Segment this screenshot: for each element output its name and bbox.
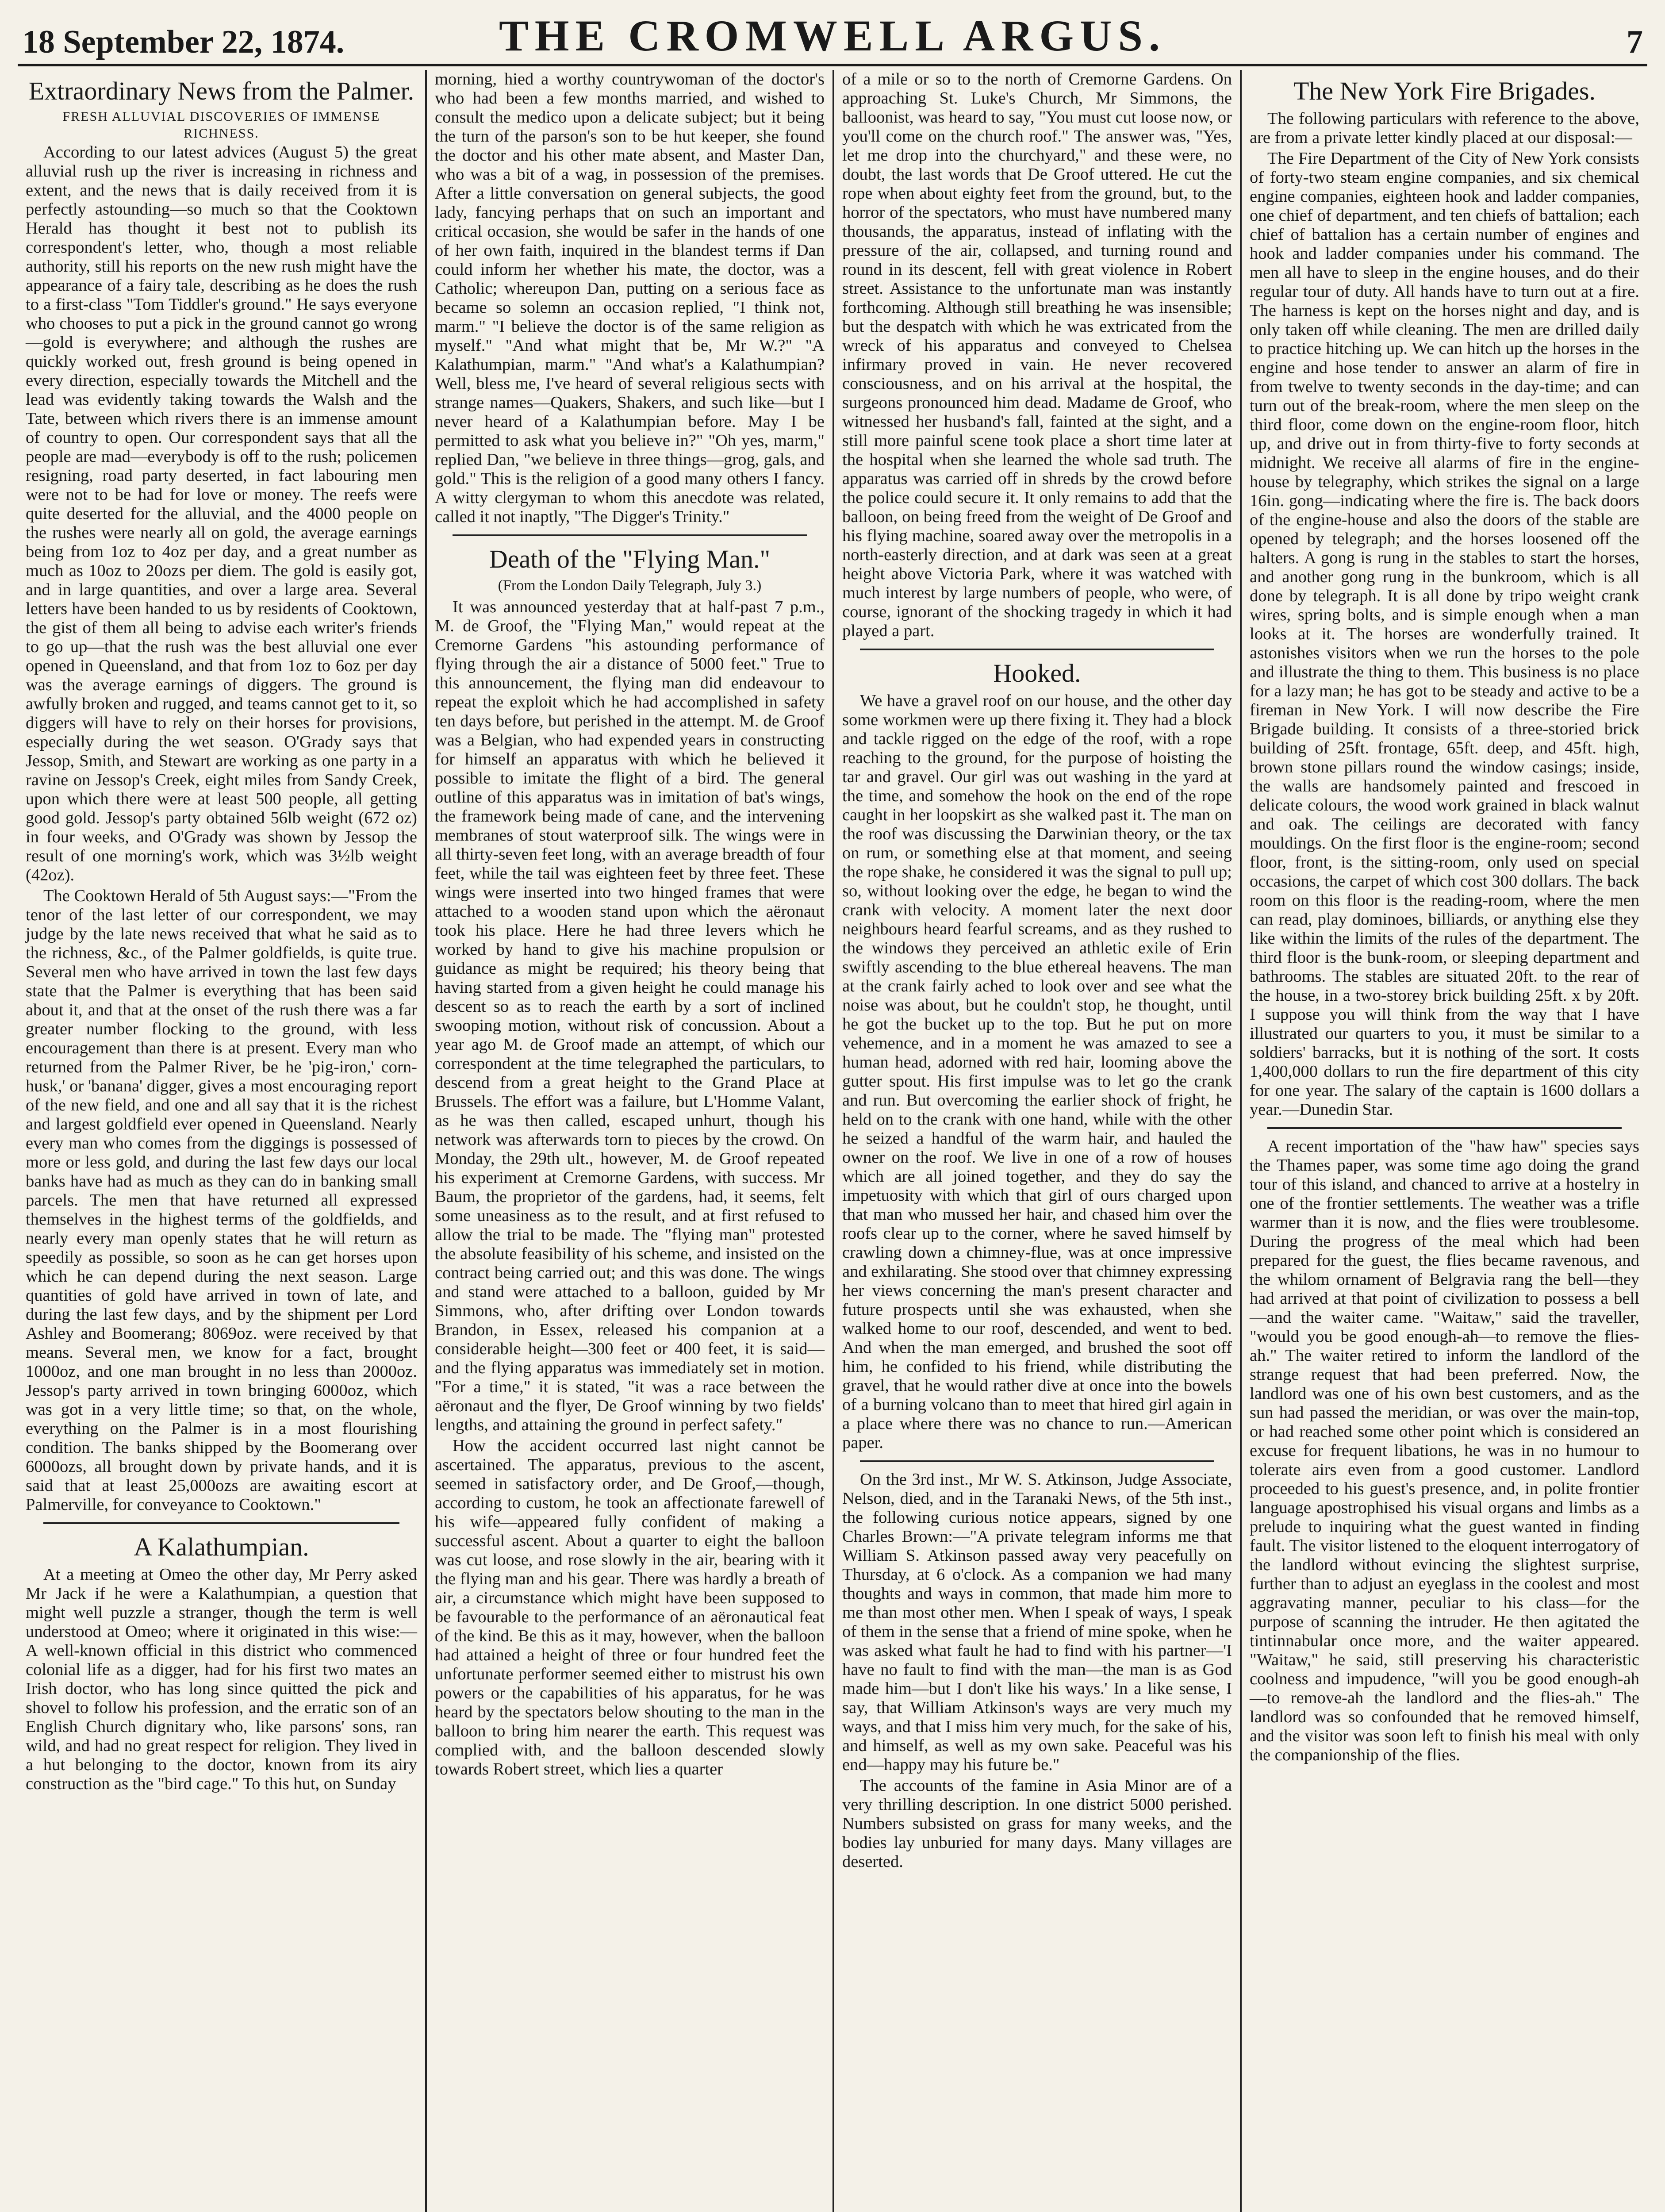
- newspaper-title: THE CROMWELL ARGUS.: [499, 11, 1166, 60]
- article-subhead: RICHNESS.: [184, 126, 259, 141]
- column-3: [832, 70, 1240, 2212]
- columns: [18, 70, 1647, 2212]
- section-divider: [860, 1460, 1214, 1462]
- issue-date: 18 September 22, 1874.: [22, 24, 345, 60]
- article-paragraph: The following particulars with reference to the above, are from a private letter kindly placed at our disposal:—: [1250, 109, 1639, 147]
- section-divider: [860, 649, 1214, 650]
- article-headline: The New York Fire Brigades.: [1293, 77, 1596, 105]
- column-2: [425, 70, 832, 2212]
- article-headline: Death of the "Flying Man.": [489, 545, 771, 573]
- column-1: [18, 70, 425, 2212]
- article-headline: Hooked.: [993, 659, 1081, 687]
- article-paragraph: We have a gravel roof on our house, and the other day some workmen were up there fixing it. They had a block and tackle rigged on the edge of the roof, with a rope reaching to the ground, for the purpose of hoisting the tar and gravel. Our girl was out washing in the yard at the time, and somehow the hook on the end of the rope caught in her loopskirt as she walked past it. The man on the roof was discussing the Darwinian theory, or the tax on rum, or something else at that moment, and seeing the rope shake, he considered it was the signal to pull up; so, without looking over the edge, he began to wind the crank with velocity. A moment later the next door neighbours heard fearful screams, and as they rushed to the windows they perceived an athletic exile of Erin swiftly ascending to the blue ethereal heavens. The man at the crank fairly ached to look over and see what the noise was about, but he couldn't stop, he thought, until he got the bucket up to the top. But he put on more vehemence, and in a moment he was amazed to see a human head, adorned with red hair, looming above the gutter spout. His first impulse was to let go the crank and run. But overcoming the earlier shock of fright, he held on to the crank with one hand, while with the other he seized a handful of the warm hair, and hauled the owner on the roof. We live in one of a row of houses which are all joined together, and they do say the impetuosity with which that girl of ours charged upon that man who mussed her hair, and chased him over the roofs clear up to the corner, where he saved himself by crawling down a chimney-flue, was at once impressive and exhilarating. She stood over that chimney expressing her views concerning the man's present character and future prospects until she was exhausted, when she walked home to our roof, descended, and went to bed. And when the man emerged, and brushed the soot off him, he confided to his friend, while distributing the gravel, that he would rather dive at once into the bowels of a burning volcano than to meet that hired girl again in a place where there was no chance to run.—American paper.: [842, 691, 1232, 1452]
- article-paragraph: It was announced yesterday that at half-past 7 p.m., M. de Groof, the "Flying Man," would repeat at the Cremorne Gardens "his astounding performance of flying through the air a distance of 5000 feet." True to this announcement, the flying man did endeavour to repeat the exploit which he had accomplished in safety ten days before, but perished in the attempt. M. de Groof was a Belgian, who had expended years in constructing for himself an apparatus with which he believed it possible to imitate the flight of a bird. The general outline of this apparatus was in imitation of bat's wings, the framework being made of cane, and the intervening membranes of stout waterproof silk. The wings were in all thirty-seven feet long, with an average breadth of four feet, while the tail was eighteen feet by three feet. These wings were inserted into two hinged frames that were attached to a wooden stand upon which the aëronaut took his place. Here he had three levers which he worked by hand to give his machine propulsion or guidance as might be required; his theory being that having started from a given height he could manage his descent so as to reach the earth by a sort of inclined swooping motion, without risk of concussion. About a year ago M. de Groof made an attempt, of which our correspondent at the time telegraphed the particulars, to descend from a great height to the Grand Place at Brussels. The effort was a failure, but L'Homme Valant, as he was then called, escaped unhurt, though his network was afterwards torn to pieces by the crowd. On Monday, the 29th ult., however, M. de Groof repeated his experiment at Cremorne Gardens, with success. Mr Baum, the proprietor of the gardens, had, it seems, felt some uneasiness as to the result, and at first refused to allow the trial to be made. The "flying man" protested the absolute feasibility of his scheme, and insisted on the contract being carried out; and this was done. The wings and stand were attached to a balloon, guided by Mr Simmons, who, after drifting over London towards Brandon, in Essex, released his companion at a considerable height—300 feet or 400 feet, it is said—and the flying apparatus was immediately set in motion. "For a time," it is stated, "it was a race between the aëronaut and the flyer, De Groof winning by two fields' lengths, and attaining the ground in perfect safety.": [435, 598, 825, 1434]
- article-paragraph: The Fire Department of the City of New York consists of forty-two steam engine companies, and six chemical engine companies, eighteen hook and ladder companies, one chief of department, and ten chiefs of battalion; each chief of battalion has a certain number of engines and hook and ladder companies under his command. The men all have to sleep in the engine houses, and do their regular tour of duty. All hands have to turn out at a fire. The harness is kept on the horses night and day, and is only taken off while cleaning. The men are drilled daily to practice hitching up. We can hitch up the horses in the engine and hose tender to answer an alarm of fire in from twelve to twenty seconds in the day-time; and can turn out of the break-room, where the men sleep on the third floor, come down on the engine-room floor, hitch up, and drive out in from thirty-five to forty seconds at midnight. We receive all alarms of fire in the engine-house by telegraphy, which strikes the signal on a large 16in. gong—indicating where the fire is. The back doors of the engine-house and also the doors of the stable are opened by telegraph; and the horses loosened off the halters. A gong is rung in the stables to start the horses, and another gong rung in the bunkroom, which is all done by telegraph. It is all done by tripo weight crank wires, spring bolts, and is simple enough when a man looks at it. The horses are wonderfully trained. It astonishes visitors when we run the horses to the pole and illustrate the thing to them. This business is no place for a lazy man; he has got to be steady and active to be a fireman in New York. I will now describe the Fire Brigade building. It consists of a three-storied brick building of 25ft. frontage, 65ft. deep, and 45ft. high, brown stone pillars round the window casings; inside, the walls are handsomely painted and frescoed in delicate colours, the wood work grained in black walnut and oak. The ceilings are decorated with fancy mouldings. On the first floor is the engine-room; second floor, front, is the sitting-room, only used on special occasions, the carpet of which cost 300 dollars. The back room on this floor is the reading-room, where the men can read, play dominoes, billiards, or anything else they like within the limits of the rules of the department. The third floor is the bunk-room, or sleeping department and bathrooms. The stables are situated 20ft. to the rear of the house, in a two-storey brick building 25ft. x by 20ft. I suppose you will think from the way that I have illustrated our quarters to you, it must be similar to a soldiers' barracks, but it is nothing of the sort. It costs 1,400,000 dollars to run the fire department of this city for one year. The salary of the captain is 1600 dollars a year.—Dunedin Star.: [1250, 149, 1639, 1119]
- article-headline: Extraordinary News from the Palmer.: [28, 77, 414, 105]
- article-paragraph: At a meeting at Omeo the other day, Mr Perry asked Mr Jack if he were a Kalathumpian, a question that might well puzzle a stranger, though the term is well understood at Omeo; where it originated in this wise:—A well-known official in this district who commenced colonial life as a digger, had for his first two mates an Irish doctor, who has long since quitted the pick and shovel to follow his profession, and the erratic son of an English Church dignitary who, like parsons' sons, ran wild, and had no great respect for religion. They lived in a hut belonging to the doctor, known from its airy construction as the "bird cage." To this hut, on Sunday: [26, 1565, 417, 1793]
- article-paragraph: According to our latest advices (August 5) the great alluvial rush up the river is increasing in richness and extent, and the news that is daily received from it is perfectly astounding—so much so that the Cooktown Herald has thought it best not to publish its correspondent's letter, who, though a most reliable authority, still his reports on the new rush might have the appearance of a fairy tale, describing as he does the rush to a first-class "Tom Tiddler's ground." He says everyone who chooses to put a pick in the ground cannot go wrong—gold is everywhere; and although the rushes are quickly worked out, fresh ground is being opened in every direction, especially towards the Mitchell and the lead was evidently taking towards the Walsh and the Tate, between which rivers there is an immense amount of country to open. Our correspondent says that all the people are mad—everybody is off to the rush; policemen resigning, road party deserted, in fact labouring men were not to be had for love or money. The reefs were quite deserted for the alluvial, and the 4000 people on the rushes were nearly all on gold, the average earnings being from 1oz to 4oz per day, and a great number as much as 10oz to 20ozs per diem. The gold is easily got, and in large quantities, and over a large area. Several letters have been handed to us by residents of Cooktown, the gist of them all being to advise each writer's friends to go up—that the rush was the best alluvial one ever opened in Queensland, and that from 1oz to 6oz per day was the average earnings of diggers. The ground is awfully broken and rugged, and teams cannot get to it, so diggers will have to rely on their horses for provisions, especially during the wet season. O'Grady says that Jessop, Smith, and Stewart are working as one party in a ravine on Jessop's Creek, eight miles from Sandy Creek, upon which there were at least 500 people, all getting good gold. Jessop's party obtained 56lb weight (672 oz) in four weeks, and O'Grady was shown by Jessop the result of one morning's work, which was 3½lb weight (42oz).: [26, 143, 417, 884]
- article-subhead: FRESH ALLUVIAL DISCOVERIES OF IMMENSE: [62, 109, 380, 124]
- article-source: (From the London Daily Telegraph, July 3.): [498, 577, 762, 594]
- article-paragraph: of a mile or so to the north of Cremorne Gardens. On approaching St. Luke's Church, Mr Simmons, the balloonist, was heard to say, "You must cut loose now, or you'll come on the church roof." The answer was, "Yes, let me drop into the churchyard," and these were, no doubt, the last words that De Groof uttered. He cut the rope when about eighty feet from the ground, but, to the horror of the spectators, who must have numbered many thousands, the apparatus, instead of inflating with the pressure of the air, collapsed, and turning round and round in its descent, fell with great violence in Robert street. Assistance to the unfortunate man was instantly forthcoming. Although still breathing he was insensible; but the despatch with which he was extricated from the wreck of his apparatus and conveyed to Chelsea infirmary proved in vain. He never recovered consciousness, and on his arrival at the hospital, the surgeons pronounced him dead. Madame de Groof, who witnessed her husband's fall, fainted at the sight, and a still more painful scene took place a short time later at the hospital when she learned the whole sad truth. The apparatus was carried off in shreds by the crowd before the police could secure it. It only remains to add that the balloon, on being freed from the weight of De Groof and his flying machine, soared away over the metropolis in a north-easterly direction, and at dark was seen at a great height above Victoria Park, where it was watched with much interest by large numbers of people, who were, of course, ignorant of the shocking tragedy in which it had played a part.: [842, 70, 1232, 640]
- article-headline: A Kalathumpian.: [134, 1532, 309, 1561]
- column-4: [1240, 70, 1647, 2212]
- article-paragraph: morning, hied a worthy countrywoman of the doctor's who had been a few months married, and wished to consult the medico upon a delicate subject; but it being the turn of the parson's son to be hut keeper, she found the doctor and his other mate absent, and Master Dan, who was a bit of a wag, in possession of the premises. After a little conversation on general subjects, the good lady, fancying perhaps that on such an important and critical occasion, she would be safer in the hands of one of her own faith, inquired in the blandest terms if Dan could inform her whether his mate, the doctor, was a Catholic; whereupon Dan, putting on a serious face as became so solemn an occasion replied, "I think not, marm." "I believe the doctor is of the same religion as myself." "And what might that be, Mr W.?" "A Kalathumpian, marm." "And what's a Kalathumpian? Well, bless me, I've heard of several religious sects with strange names—Quakers, Shakers, and such like—but I never heard of a Kalathumpian before. May I be permitted to ask what you believe in?" "Oh yes, marm," replied Dan, "we believe in three things—grog, gals, and gold." This is the religion of a good many others I fancy. A witty clergyman to whom this anecdote was related, called it not inaptly, "The Digger's Trinity.": [435, 70, 825, 526]
- section-divider: [43, 1522, 399, 1524]
- section-divider: [453, 534, 807, 536]
- article-paragraph: On the 3rd inst., Mr W. S. Atkinson, Judge Associate, Nelson, died, and in the Taranaki News, of the 5th inst., the following curious notice appears, signed by one Charles Brown:—"A private telegram informs me that William S. Atkinson passed away very peacefully on Thursday, at 6 o'clock. As a companion we had many thoughts and ways in common, that made him more to me than most other men. When I speak of ways, I speak of them in the sense that a friend of mine spoke, when he was asked what fault he had to find with his partner—'I have no fault to find with the man—the man is as God made him—but I don't like his ways.' In a like sense, I say, that William Atkinson's ways are very much my ways, and that I miss him very much, for the sake of his, and himself, as well as my own sake. Peaceful was his end—happy may his future be.": [842, 1470, 1232, 1774]
- article-paragraph: A recent importation of the "haw haw" species says the Thames paper, was some time ago doing the grand tour of this island, and chanced to arrive at a hostelry in one of the frontier settlements. The weather was a trifle warmer than it is now, and the flies were troublesome. During the progress of the meal which had been prepared for the guest, the flies became ravenous, and the whilom ornament of Belgravia rang the bell—they had arrived at that point of civilization to possess a bell—and the waiter came. "Waitaw," said the traveller, "would you be good enough-ah—to remove the flies-ah." The waiter retired to inform the landlord of the strange request that had been preferred. Now, the landlord was one of his own best customers, and as the sun had passed the meridian, or was over the main-top, or had reached some other point which is considered an excuse for frequent libations, he was in no humour to tolerate airs even from a good customer. Landlord proceeded to his guest's presence, and, in polite frontier language apostrophised his visual organs and limbs as a prelude to inquiring what the guest wanted in finding fault. The visitor listened to the eloquent interrogatory of the landlord without evincing the slightest surprise, further than to adjust an eyeglass in the coolest and most aggravating manner, peculiar to his class—for the purpose of scanning the intruder. He then agitated the tintinnabular once more, and the waiter appeared. "Waitaw," he said, still preserving his characteristic coolness and impudence, "will you be good enough-ah—to remove-ah the landlord and the flies-ah." The landlord was so confounded that he removed himself, and the visitor was soon left to finish his meal with only the companionship of the flies.: [1250, 1137, 1639, 1764]
- page-number: 7: [1627, 24, 1643, 60]
- article-paragraph: How the accident occurred last night cannot be ascertained. The apparatus, previous to the ascent, seemed in satisfactory order, and De Groof,—though, according to custom, he took an affectionate farewell of his wife—appeared fully confident of making a successful ascent. About a quarter to eight the balloon was cut loose, and rose slowly in the air, bearing with it the flying man and his gear. There was hardly a breath of air, a circumstance which might have been supposed to be favourable to the performance of an aëronautical feat of the kind. Be this as it may, however, when the balloon had attained a height of three or four hundred feet the unfortunate performer seemed either to mistrust his own powers or the capabilities of his apparatus, for he was heard by the spectators below shouting to the man in the balloon to bring him nearer the earth. This request was complied with, and the balloon descended slowly towards Robert street, which lies a quarter: [435, 1436, 825, 1778]
- article-paragraph: The Cooktown Herald of 5th August says:—"From the tenor of the last letter of our correspondent, we may judge by the late news received that what he said as to the richness, &c., of the Palmer goldfields, is quite true. Several men who have arrived in town the last few days state that the Palmer is everything that has been said about it, and that at the onset of the rush there was a far greater number flocking to the ground, with less encouragement than there is at present. Every man who returned from the Palmer River, be he 'pig-iron,' corn-husk,' or 'banana' digger, gives a most encouraging report of the new field, and one and all say that it is the richest and largest goldfield ever opened in Queensland. Nearly every man who comes from the diggings is possessed of more or less gold, and during the last few days our local banks have had as much as they can do in banking small parcels. The men that have returned all expressed themselves in the highest terms of the goldfields, and nearly every man openly states that he will return as speedily as possible, so soon as he can get horses upon which he can depend during the next season. Large quantities of gold have arrived in town of late, and during the last few days, and by the shipment per Lord Ashley and Boomerang; 8069oz. were received by that means. Several men, we know for a fact, brought 1000oz, and one man brought in no less than 2000oz. Jessop's party arrived in town bringing 6000oz, which was got in a very little time; so that, on the whole, everything on the Palmer is in a most flourishing condition. The banks shipped by the Boomerang over 6000ozs, all brought down by private hands, and it is said that at least 25,000ozs are awaiting escort at Palmerville, for conveyance to Cooktown.": [26, 887, 417, 1514]
- article-paragraph: The accounts of the famine in Asia Minor are of a very thrilling description. In one district 5000 perished. Numbers subsisted on grass for many weeks, and the bodies lay unburied for many days. Many villages are deserted.: [842, 1776, 1232, 1871]
- masthead: [18, 9, 1647, 66]
- section-divider: [1267, 1127, 1622, 1129]
